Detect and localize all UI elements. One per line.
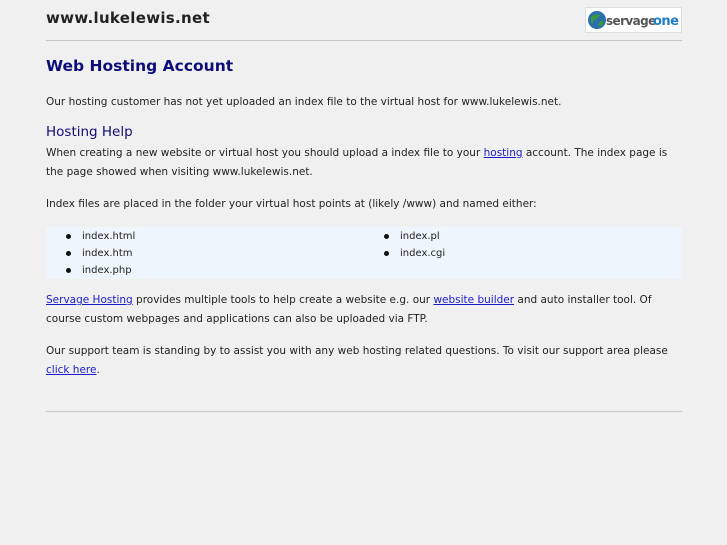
logo-text-a: servage — [606, 14, 656, 28]
list-item — [364, 228, 445, 245]
file-name: index.html — [82, 231, 136, 242]
globe-icon — [588, 11, 606, 29]
support-paragraph — [46, 342, 682, 380]
website-builder-link[interactable]: website builder — [433, 294, 515, 306]
page-container — [46, 0, 682, 376]
support-text-before: Our support team is standing by to assist you with any web hosting related questions. To visit our support area please — [46, 345, 668, 357]
index-files-column-1 — [46, 228, 135, 279]
file-name: index.cgi — [400, 248, 446, 259]
list-item — [364, 245, 445, 262]
bullet-icon — [66, 251, 71, 256]
help-text-before: When creating a new website or virtual host you should upload a index file to your — [46, 147, 484, 159]
site-title: www.lukelewis.net — [46, 9, 210, 27]
list-item — [46, 245, 135, 262]
support-text-after: . — [96, 364, 100, 376]
servage-hosting-link[interactable]: Servage Hosting — [46, 294, 133, 306]
help-text-after: account. The index page is the page showed when visiting www.lukelewis.net. — [46, 147, 668, 178]
index-files-column-2 — [364, 228, 445, 262]
bullet-icon — [384, 251, 389, 256]
list-item — [46, 262, 135, 279]
bottom-divider — [46, 411, 682, 412]
list-item — [46, 228, 135, 245]
tools-text-mid: provides multiple tools to help create a website e.g. our — [132, 294, 434, 306]
bullet-icon — [66, 268, 71, 273]
bullet-icon — [384, 234, 389, 239]
bullet-icon — [66, 234, 71, 239]
click-here-link[interactable]: click here — [46, 364, 97, 376]
hosting-link[interactable]: hosting — [483, 147, 523, 159]
index-files-list — [46, 227, 682, 279]
help-heading: Hosting Help — [46, 124, 133, 140]
logo-text-b: one — [653, 14, 679, 29]
page-title: Web Hosting Account — [46, 57, 234, 75]
file-name: index.pl — [400, 231, 440, 242]
file-name: index.php — [82, 265, 132, 276]
tools-text-after: and auto installer tool. Of course custom webpages and applications can also be uploaded via FTP. — [46, 294, 652, 325]
servage-logo[interactable] — [585, 7, 682, 33]
intro-text: Our hosting customer has not yet uploaded an index file to the virtual host for www.lukelewis.net. — [46, 96, 562, 108]
tools-paragraph — [46, 291, 682, 329]
file-name: index.htm — [82, 248, 133, 259]
help-paragraph — [46, 144, 682, 182]
header — [46, 0, 682, 41]
index-intro-text: Index files are placed in the folder your virtual host points at (likely /www) and named either: — [46, 198, 537, 210]
